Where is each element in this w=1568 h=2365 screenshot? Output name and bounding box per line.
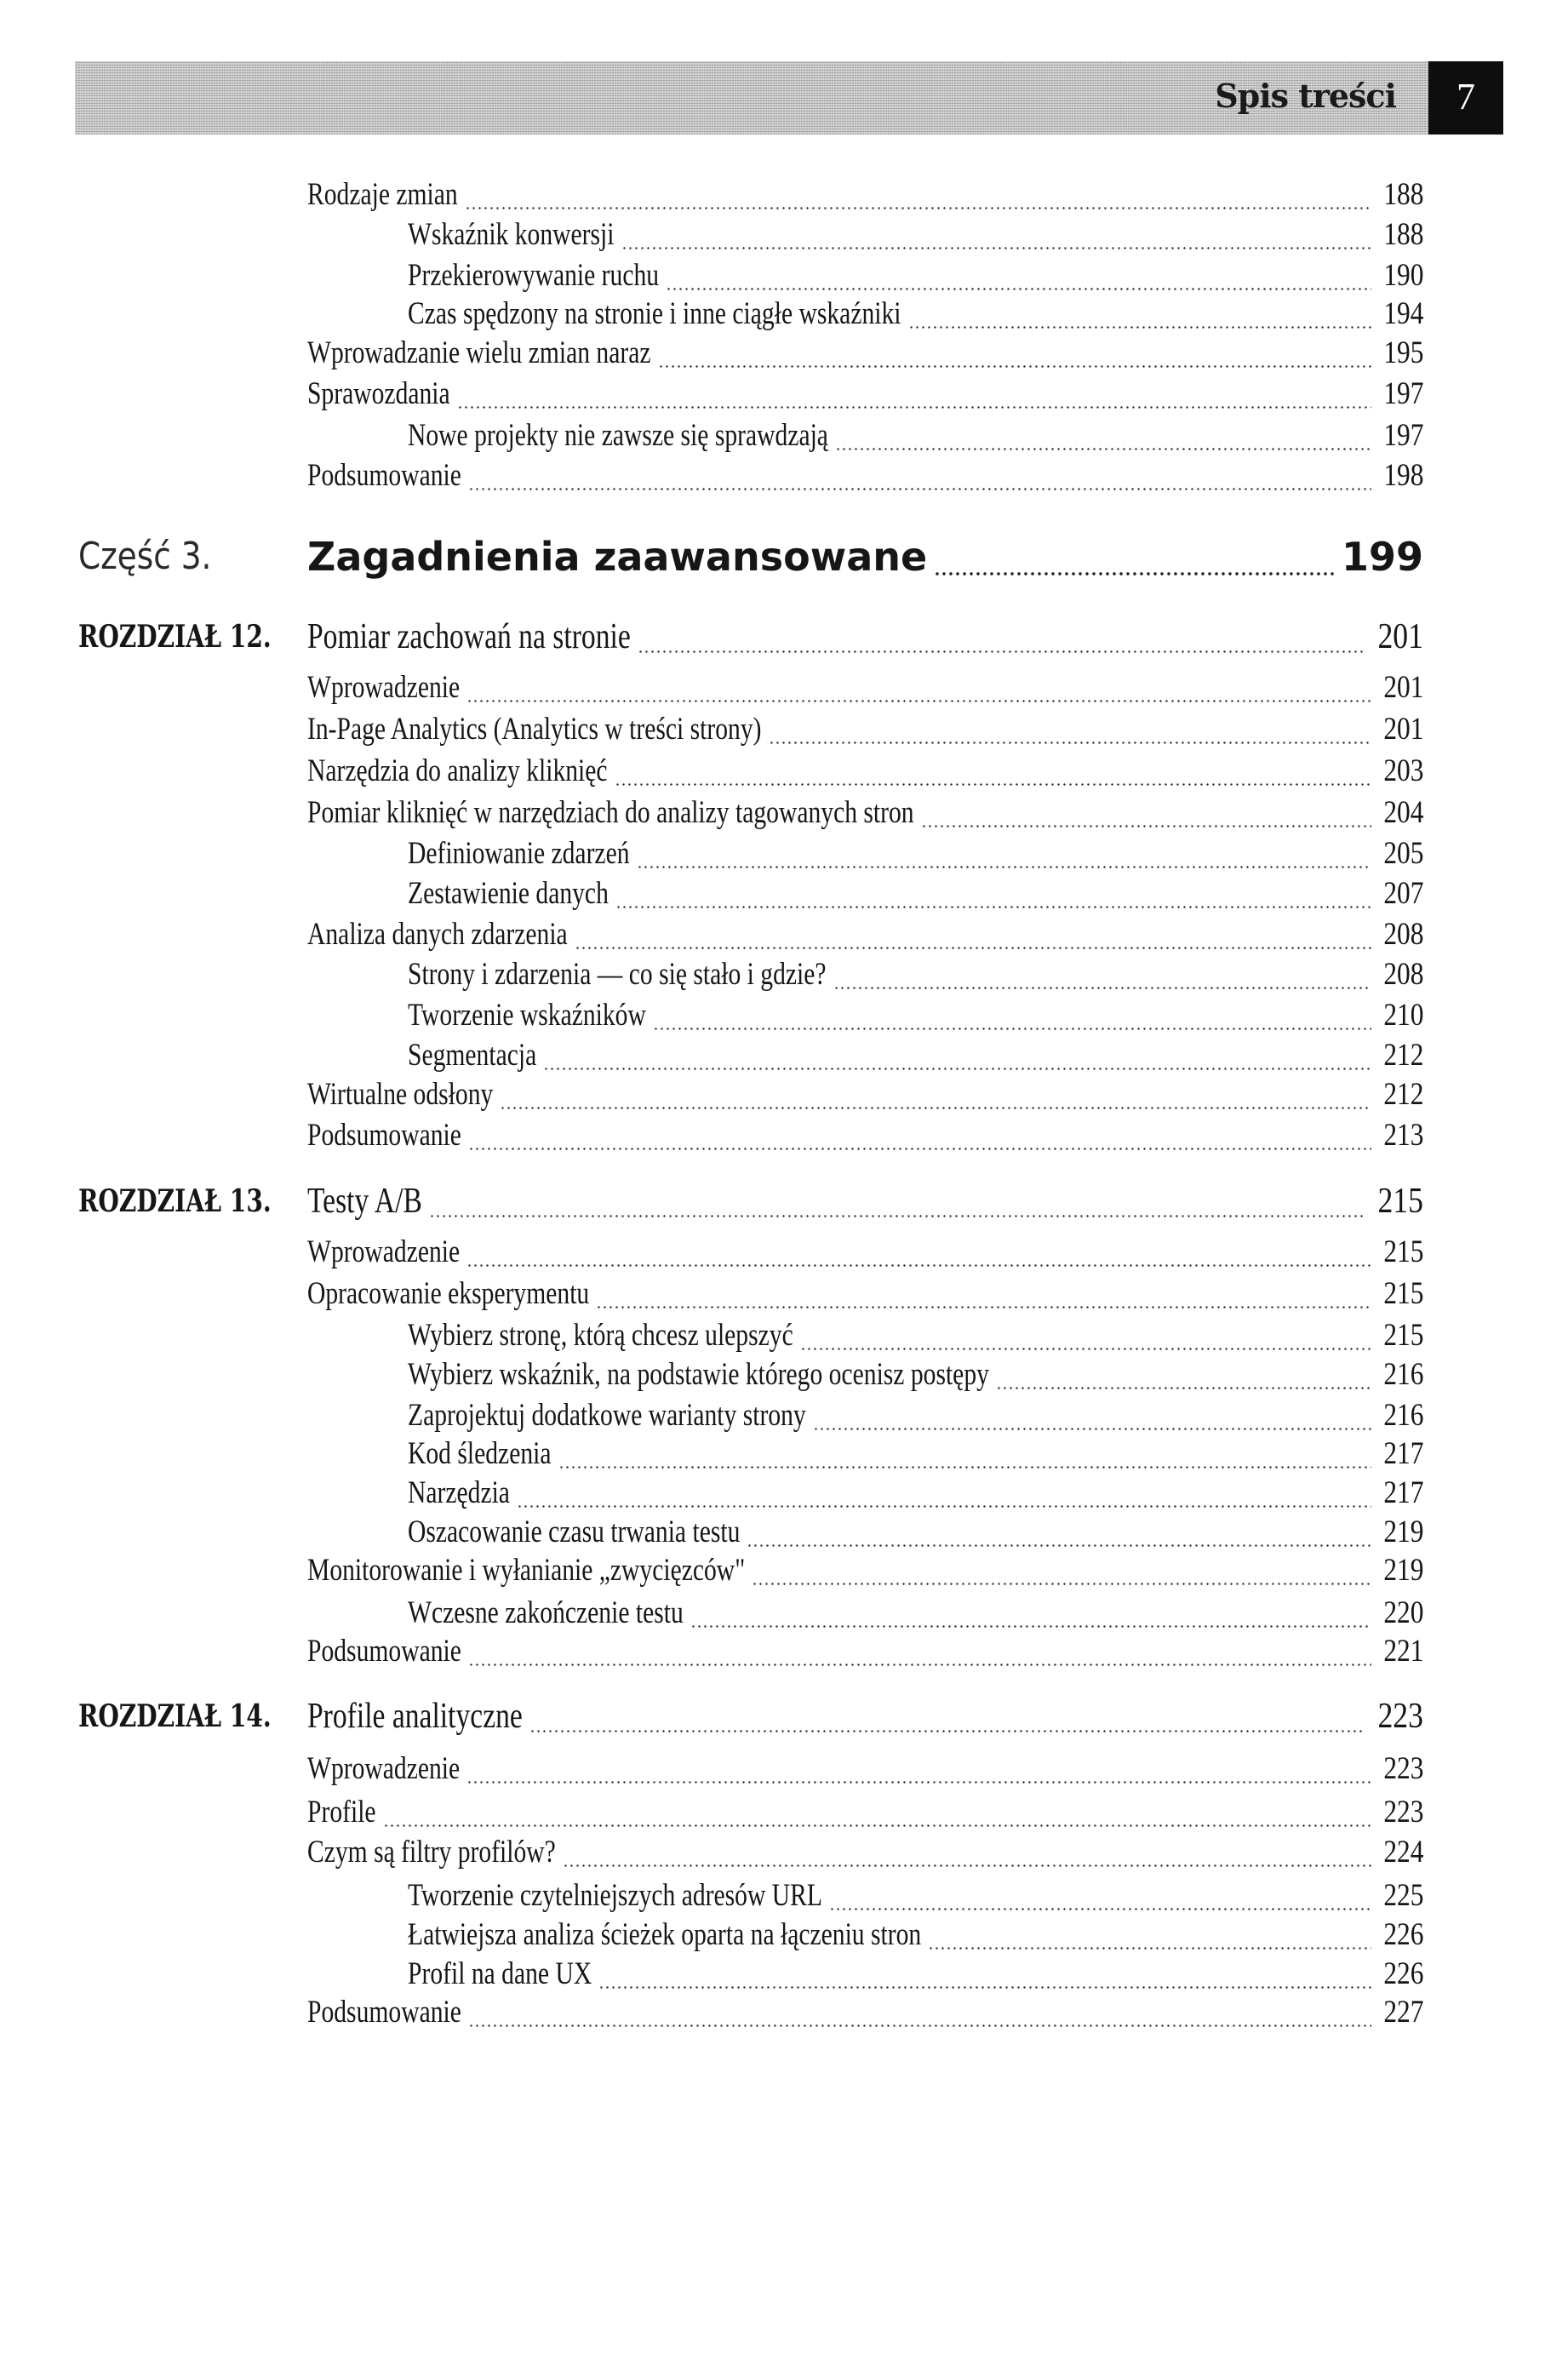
toc-entry-title: Segmentacja [408,1038,537,1073]
toc-entry-title: Czas spędzony na stronie i inne ciągłe wskaźniki [408,296,901,331]
chapter-page: 215 [1377,1182,1423,1221]
toc-entry-title: Profil na dane UX [408,1956,592,1991]
toc-entry[interactable] [307,1552,1423,1589]
toc-entry-title: Wprowadzenie [307,1234,461,1269]
toc-entry[interactable] [408,1475,1423,1512]
dot-leader [666,257,1371,295]
dot-leader [835,417,1371,455]
dot-leader [466,1750,1371,1788]
dot-leader [563,1834,1371,1871]
toc-entry-page: 216 [1382,1357,1423,1392]
toc-entry-title: Analiza danych zdarzenia [307,917,568,952]
toc-entry[interactable] [408,1595,1423,1632]
toc-entry-page: 226 [1382,1956,1423,1991]
toc-entry-page: 201 [1382,670,1423,705]
toc-entry[interactable] [307,1834,1423,1871]
toc-entry-page: 210 [1382,998,1423,1033]
dot-leader [558,1435,1371,1473]
toc-entry[interactable] [408,835,1423,873]
toc-entry[interactable] [307,916,1423,953]
toc-entry-title: Wskaźnik konwersji [408,217,615,252]
toc-entry-page: 195 [1382,335,1423,370]
dot-leader [468,457,1371,495]
chapter-label: ROZDZIAŁ 12. [78,619,272,655]
toc-entry-page: 197 [1382,376,1423,411]
dot-leader [921,794,1371,832]
chapter-title: Pomiar zachowań na stronie [307,617,631,656]
toc-entry[interactable] [408,1956,1423,1993]
dot-leader [383,1794,1371,1831]
dot-leader [829,1877,1371,1915]
part-heading[interactable] [307,533,1423,581]
toc-entry-title: Monitorowanie i wyłanianie „zwycięzców" [307,1553,746,1588]
toc-entry-page: 227 [1382,1995,1423,2030]
toc-entry-title: Podsumowanie [307,1995,461,2030]
part-label: Część 3. [78,535,212,578]
part-title: Zagadnienia zaawansowane [307,534,928,580]
dot-leader [653,997,1371,1034]
toc-entry[interactable] [408,1356,1423,1394]
dot-leader [465,176,1371,214]
toc-entry-page: 219 [1382,1515,1423,1549]
toc-entry[interactable] [307,375,1423,413]
toc-entry-page: 215 [1382,1318,1423,1353]
chapter-title: Testy A/B [307,1182,422,1221]
toc-entry-title: Strony i zdarzenia — co się stało i gdzie? [408,957,827,992]
chapter-heading[interactable] [307,1181,1423,1222]
toc-entry[interactable] [307,753,1423,790]
toc-entry-page: 204 [1382,795,1423,830]
dot-leader [468,1633,1371,1670]
toc-entry[interactable] [408,875,1423,913]
toc-entry-page: 223 [1382,1795,1423,1830]
toc-entry[interactable] [307,669,1423,707]
toc-entry-title: Nowe projekty nie zawsze się sprawdzają [408,418,828,453]
toc-entry-page: 225 [1382,1878,1423,1913]
toc-entry-title: Wczesne zakończenie testu [408,1595,684,1630]
toc-entry-title: Tworzenie wskaźników [408,998,646,1033]
running-header-title: Spis treści [1215,77,1396,115]
dot-leader [996,1356,1371,1394]
dot-leader [934,533,1335,581]
toc-entry-title: Zaprojektuj dodatkowe warianty strony [408,1398,806,1433]
dot-leader [769,711,1371,748]
toc-entry-title: Wprowadzenie [307,670,461,705]
toc-entry-page: 208 [1382,917,1423,952]
toc-entry-title: Zestawienie danych [408,876,609,911]
toc-entry[interactable] [408,1877,1423,1915]
toc-entry-page: 203 [1382,753,1423,788]
part-page: 199 [1341,534,1423,580]
toc-entry-title: Wirtualne odsłony [307,1077,494,1112]
toc-entry-page: 217 [1382,1475,1423,1510]
dot-leader [468,1994,1371,2031]
toc-entry[interactable] [307,1633,1423,1670]
toc-entry-page: 188 [1382,177,1423,212]
toc-entry-page: 190 [1382,258,1423,293]
dot-leader [833,956,1371,994]
dot-leader [457,375,1371,413]
dot-leader [529,1696,1365,1737]
toc-entry-page: 219 [1382,1553,1423,1588]
dot-leader [468,1117,1371,1154]
dot-leader [752,1552,1371,1589]
toc-entry-page: 197 [1382,418,1423,453]
toc-entry-page: 213 [1382,1118,1423,1153]
toc-entry-title: Kod śledzenia [408,1436,552,1471]
toc-entry-page: 208 [1382,957,1423,992]
dot-leader [598,1956,1371,1993]
page-number: 7 [1456,76,1475,117]
dot-leader [637,835,1371,873]
toc-entry-title: Łatwiejsza analiza ścieżek oparta na łączeniu stron [408,1917,922,1952]
toc-entry-title: Narzędzia do analizy kliknięć [307,753,608,788]
page-number-box [1428,61,1503,135]
toc-entry-page: 215 [1382,1276,1423,1311]
toc-entry[interactable] [307,1994,1423,2031]
toc-entry-title: Podsumowanie [307,1634,461,1669]
dot-leader [621,216,1371,254]
toc-entry-title: Profile [307,1795,376,1830]
toc-entry-title: Wybierz stronę, którą chcesz ulepszyć [408,1318,793,1353]
toc-entry[interactable] [408,295,1423,333]
toc-entry-title: Podsumowanie [307,458,461,493]
dot-leader [517,1475,1371,1512]
toc-entry[interactable] [408,1435,1423,1473]
toc-entry-page: 212 [1382,1038,1423,1073]
toc-entry-title: Opracowanie eksperymentu [307,1276,590,1311]
toc-entry-title: Tworzenie czytelniejszych adresów URL [408,1878,822,1913]
toc-entry-page: 194 [1382,296,1423,331]
toc-entry[interactable] [408,997,1423,1034]
dot-leader [466,669,1371,707]
toc-entry-title: Narzędzia [408,1475,510,1510]
toc-entry[interactable] [307,176,1423,214]
toc-entry-title: Czym są filtry profilów? [307,1835,556,1870]
toc-entry[interactable] [408,1037,1423,1074]
toc-entry[interactable] [408,216,1423,254]
chapter-heading[interactable] [307,616,1423,657]
toc-entry-title: Podsumowanie [307,1118,461,1153]
dot-leader [500,1076,1371,1114]
toc-entry-title: Przekierowywanie ruchu [408,258,660,293]
toc-entry[interactable] [307,1750,1423,1788]
toc-entry[interactable] [307,711,1423,748]
toc-entry[interactable] [307,1117,1423,1154]
toc-entry-page: 207 [1382,876,1423,911]
toc-entry-title: In-Page Analytics (Analytics w treści strony) [307,712,762,747]
dot-leader [615,875,1371,913]
toc-entry-page: 224 [1382,1835,1423,1870]
dot-leader [615,753,1371,790]
chapter-label: ROZDZIAŁ 14. [78,1698,272,1734]
toc-entry[interactable] [408,1397,1423,1434]
toc-entry-page: 212 [1382,1077,1423,1112]
toc-entry[interactable] [307,457,1423,495]
dot-leader [800,1317,1371,1354]
toc-entry[interactable] [408,956,1423,994]
toc-entry-page: 217 [1382,1436,1423,1471]
dot-leader [658,335,1371,372]
chapter-label: ROZDZIAŁ 13. [78,1183,272,1219]
dot-leader [813,1397,1371,1434]
toc-entry[interactable] [408,417,1423,455]
toc-entry-title: Wprowadzanie wielu zmian naraz [307,335,651,370]
chapter-page: 201 [1377,617,1423,656]
toc-entry[interactable] [307,1076,1423,1114]
toc-entry-page: 226 [1382,1917,1423,1952]
dot-leader [575,916,1371,953]
dot-leader [690,1595,1371,1632]
dot-leader [638,616,1365,657]
toc-entry-title: Wybierz wskaźnik, na podstawie którego ocenisz postępy [408,1357,989,1392]
running-header-band [75,61,1430,135]
toc-entry-page: 215 [1382,1234,1423,1269]
toc-entry[interactable] [307,1275,1423,1313]
toc-entry-page: 205 [1382,836,1423,871]
toc-entry-title: Pomiar kliknięć w narzędziach do analizy tagowanych stron [307,795,914,830]
toc-entry-title: Wprowadzenie [307,1751,461,1786]
toc-entry[interactable] [307,794,1423,832]
chapter-heading[interactable] [307,1696,1423,1737]
toc-entry-page: 221 [1382,1634,1423,1669]
toc-entry-title: Oszacowanie czasu trwania testu [408,1515,741,1549]
toc-entry-page: 223 [1382,1751,1423,1786]
toc-entry-page: 220 [1382,1595,1423,1630]
dot-leader [747,1514,1371,1551]
toc-entry-title: Rodzaje zmian [307,177,458,212]
toc-entry-page: 201 [1382,712,1423,747]
toc-entry[interactable] [408,1514,1423,1551]
dot-leader [596,1275,1371,1313]
toc-entry-page: 216 [1382,1398,1423,1433]
toc-entry[interactable] [408,1916,1423,1954]
toc-entry[interactable] [307,1794,1423,1831]
dot-leader [429,1181,1365,1222]
toc-entry-title: Definiowanie zdarzeń [408,836,630,871]
dot-leader [543,1037,1371,1074]
dot-leader [928,1916,1371,1954]
toc-entry-title: Sprawozdania [307,376,450,411]
toc-entry[interactable] [307,335,1423,372]
chapter-page: 223 [1377,1697,1423,1736]
chapter-title: Profile analityczne [307,1697,523,1736]
dot-leader [466,1234,1371,1271]
toc-entry[interactable] [307,1234,1423,1271]
toc-entry-page: 188 [1382,217,1423,252]
toc-entry[interactable] [408,1317,1423,1354]
toc-entry[interactable] [408,257,1423,295]
toc-entry-page: 198 [1382,458,1423,493]
dot-leader [908,295,1371,333]
